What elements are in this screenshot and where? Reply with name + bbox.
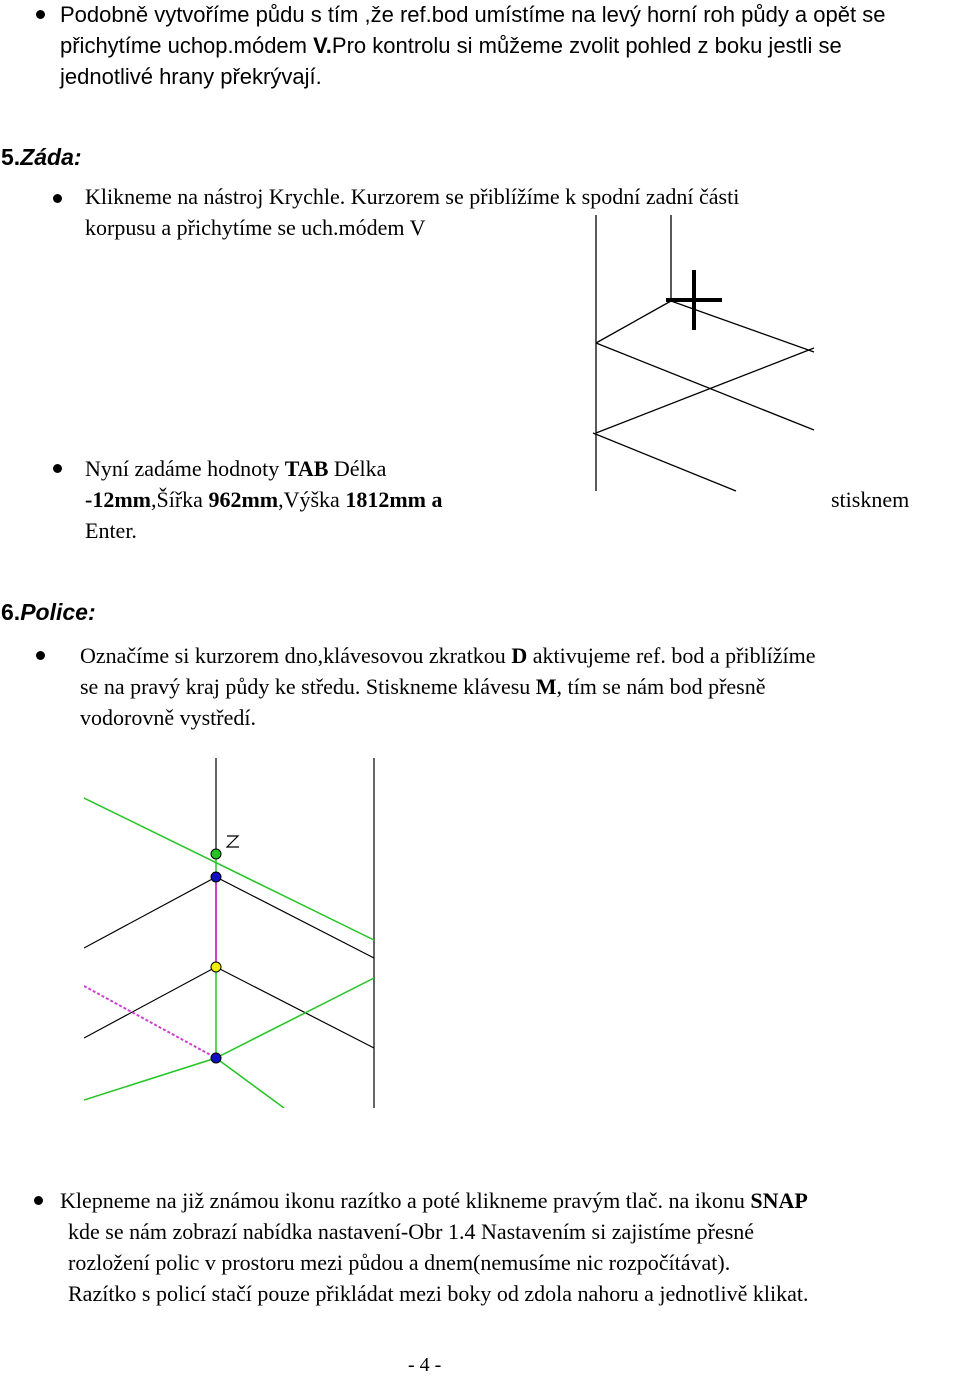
bullet-icon — [36, 651, 45, 660]
intro-line-1: Podobně vytvoříme půdu s tím ,že ref.bod umístíme na levý horní roh půdy a opět se — [60, 2, 886, 27]
crosshair-cursor-icon — [666, 270, 722, 330]
yellow-point-icon — [211, 962, 221, 972]
intro-line-3: jednotlivé hrany překrývají. — [60, 64, 322, 89]
figure-crosshair-corner — [576, 215, 816, 495]
section-heading-6: 6.Police: — [1, 599, 96, 625]
blue-point-icon — [211, 1053, 221, 1063]
paragraph-police: Označíme si kurzorem dno,klávesovou zkratkou D aktivujeme ref. bod a přiblížíme se na pravý kraj půdy ke středu. Stiskneme klávesu M, tím se nám bod přesně vodorovně vystředí. — [80, 643, 816, 730]
page-number: - 4 - — [408, 1354, 442, 1376]
axis-z-label-group — [227, 836, 239, 847]
green-point-icon — [211, 849, 221, 859]
figure-shelf-points — [84, 758, 389, 1108]
paragraph-intro — [60, 0, 960, 92]
bullet-icon — [53, 464, 62, 473]
intro-line-2: přichytíme uchop.módem V.Pro kontrolu si můžeme zvolit pohled z boku jestli se — [60, 33, 842, 58]
bullet-icon — [53, 194, 62, 203]
blue-point-icon — [211, 872, 221, 882]
section-heading-5: 5.Záda: — [1, 144, 82, 170]
paragraph-zada-2: Nyní zadáme hodnoty TAB Délka -12mm,Šířka 962mm,Výška 1812mm a Enter. — [85, 456, 443, 543]
paragraph-snap: Klepneme na již známou ikonu razítko a poté klikneme pravým tlač. na ikonu SNAP kde se nám zobrazí nabídka nastavení-Obr 1.4 Nastavením si zajistíme přesné rozložení polic v prostoru mezi půdou a dnem(nemusíme nic rozpočítávat). Razítko s policí stačí pouze přikládat mezi boky od zdola nahoru a jednotlivě klikat. — [60, 1188, 809, 1306]
bullet-icon — [34, 1196, 43, 1205]
bullet-icon — [36, 10, 45, 19]
text-stisknem: stisknem — [831, 487, 910, 512]
paragraph-zada-1: Klikneme na nástroj Krychle. Kurzorem se přiblížíme k spodní zadní části korpusu a přichytíme se uch.módem V — [85, 184, 740, 240]
